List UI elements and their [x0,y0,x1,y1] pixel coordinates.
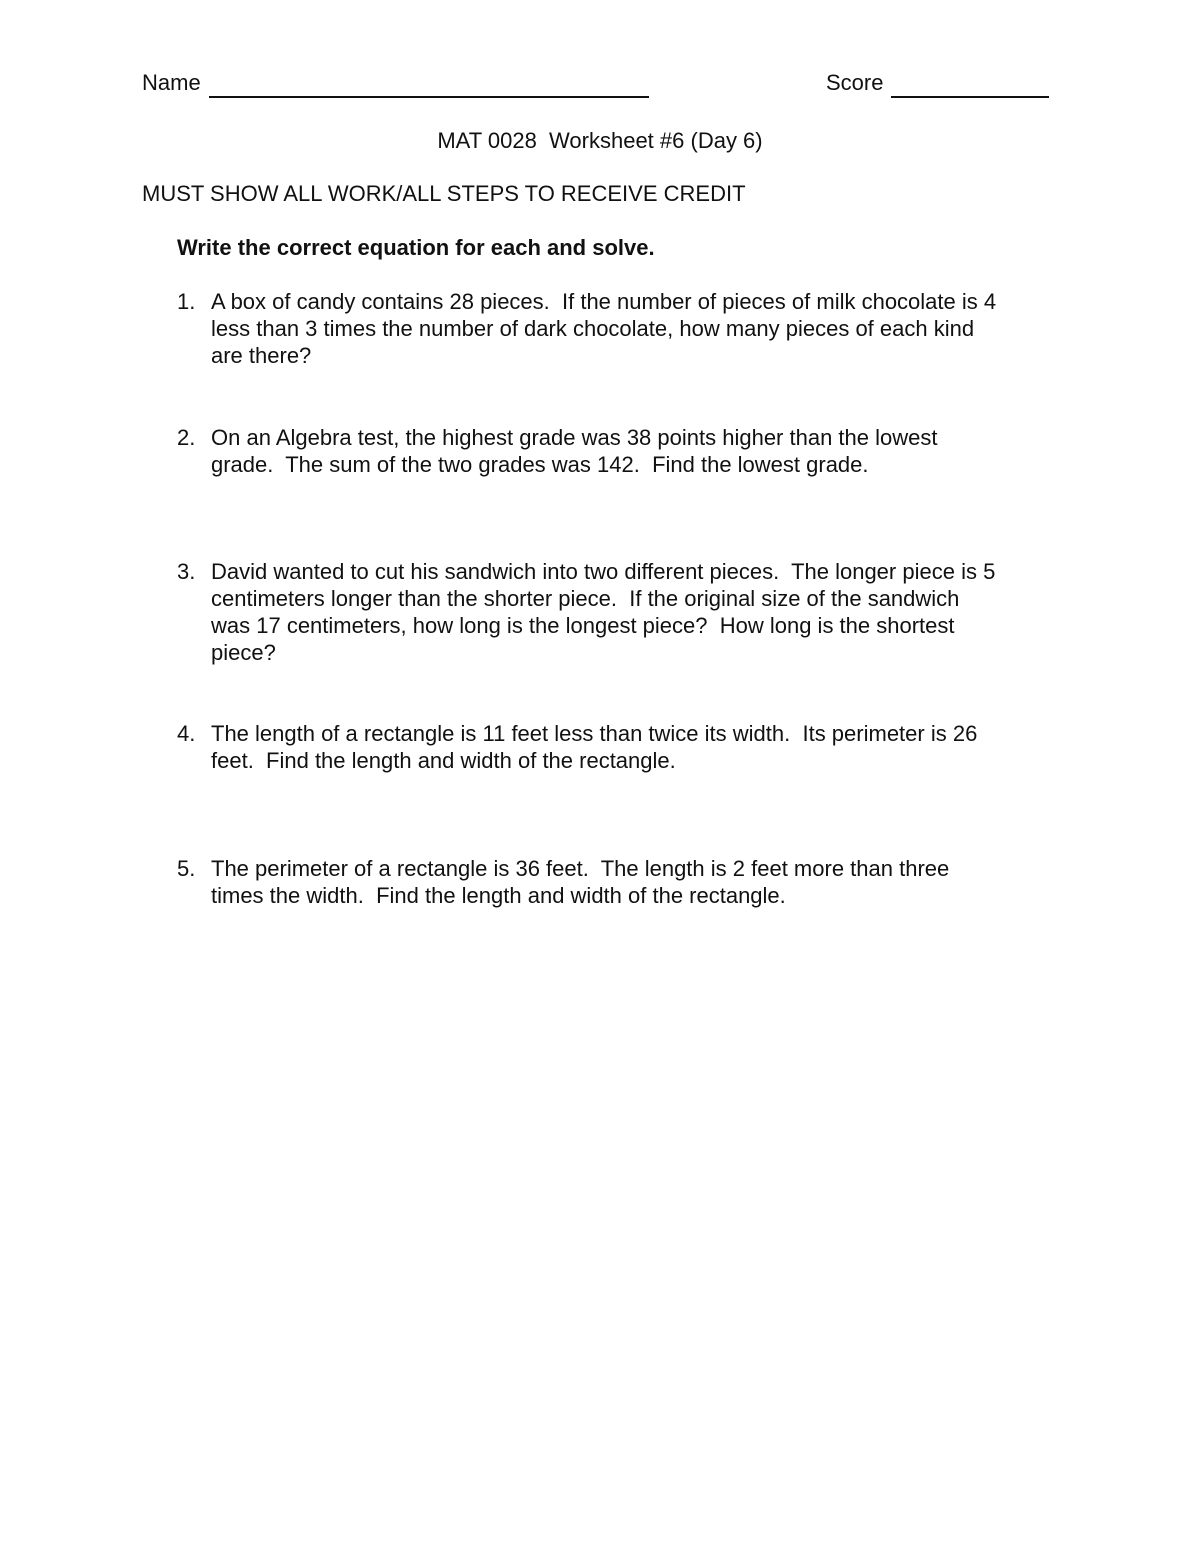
problem-line: The perimeter of a rectangle is 36 feet. The length is 2 feet more than three [211,856,950,881]
problem-line: A box of candy contains 28 pieces. If the number of pieces of milk chocolate is 4 [211,289,997,314]
header-row [142,68,1054,102]
problem-text [211,424,1057,478]
problem-text [211,720,1057,774]
problem-5 [177,855,1057,909]
problem-line: On an Algebra test, the highest grade was 38 points higher than the lowest [211,425,938,450]
problem-1 [177,288,1057,369]
problem-text [211,558,1057,666]
problem-line: David wanted to cut his sandwich into two different pieces. The longer piece is 5 [211,559,996,584]
problem-text [211,288,1057,369]
problem-number: 2. [177,425,196,450]
name-label: Name [142,70,201,95]
problem-4 [177,720,1057,774]
work-instruction: MUST SHOW ALL WORK/ALL STEPS TO RECEIVE CREDIT [142,181,746,206]
score-field-group [826,68,1049,98]
name-field-group [142,68,649,98]
problem-3 [177,558,1057,666]
problem-number: 4. [177,721,196,746]
problem-line: are there? [211,343,312,368]
problem-number: 5. [177,856,196,881]
problem-number: 1. [177,289,196,314]
problem-number: 3. [177,559,196,584]
problem-line: feet. Find the length and width of the rectangle. [211,748,676,773]
score-label: Score [826,70,884,95]
score-blank-line[interactable] [891,70,1049,98]
name-blank-line[interactable] [209,70,649,98]
problem-line: times the width. Find the length and width of the rectangle. [211,883,786,908]
problem-2 [177,424,1057,478]
problem-line: The length of a rectangle is 11 feet less than twice its width. Its perimeter is 26 [211,721,978,746]
worksheet-title: MAT 0028 Worksheet #6 (Day 6) [437,128,763,153]
problem-line: grade. The sum of the two grades was 142. Find the lowest grade. [211,452,869,477]
problem-text [211,855,1057,909]
problem-line: piece? [211,640,276,665]
problem-line: less than 3 times the number of dark chocolate, how many pieces of each kind [211,316,975,341]
directions: Write the correct equation for each and solve. [177,235,655,260]
problem-line: was 17 centimeters, how long is the longest piece? How long is the shortest [211,613,955,638]
problem-line: centimeters longer than the shorter piece. If the original size of the sandwich [211,586,960,611]
